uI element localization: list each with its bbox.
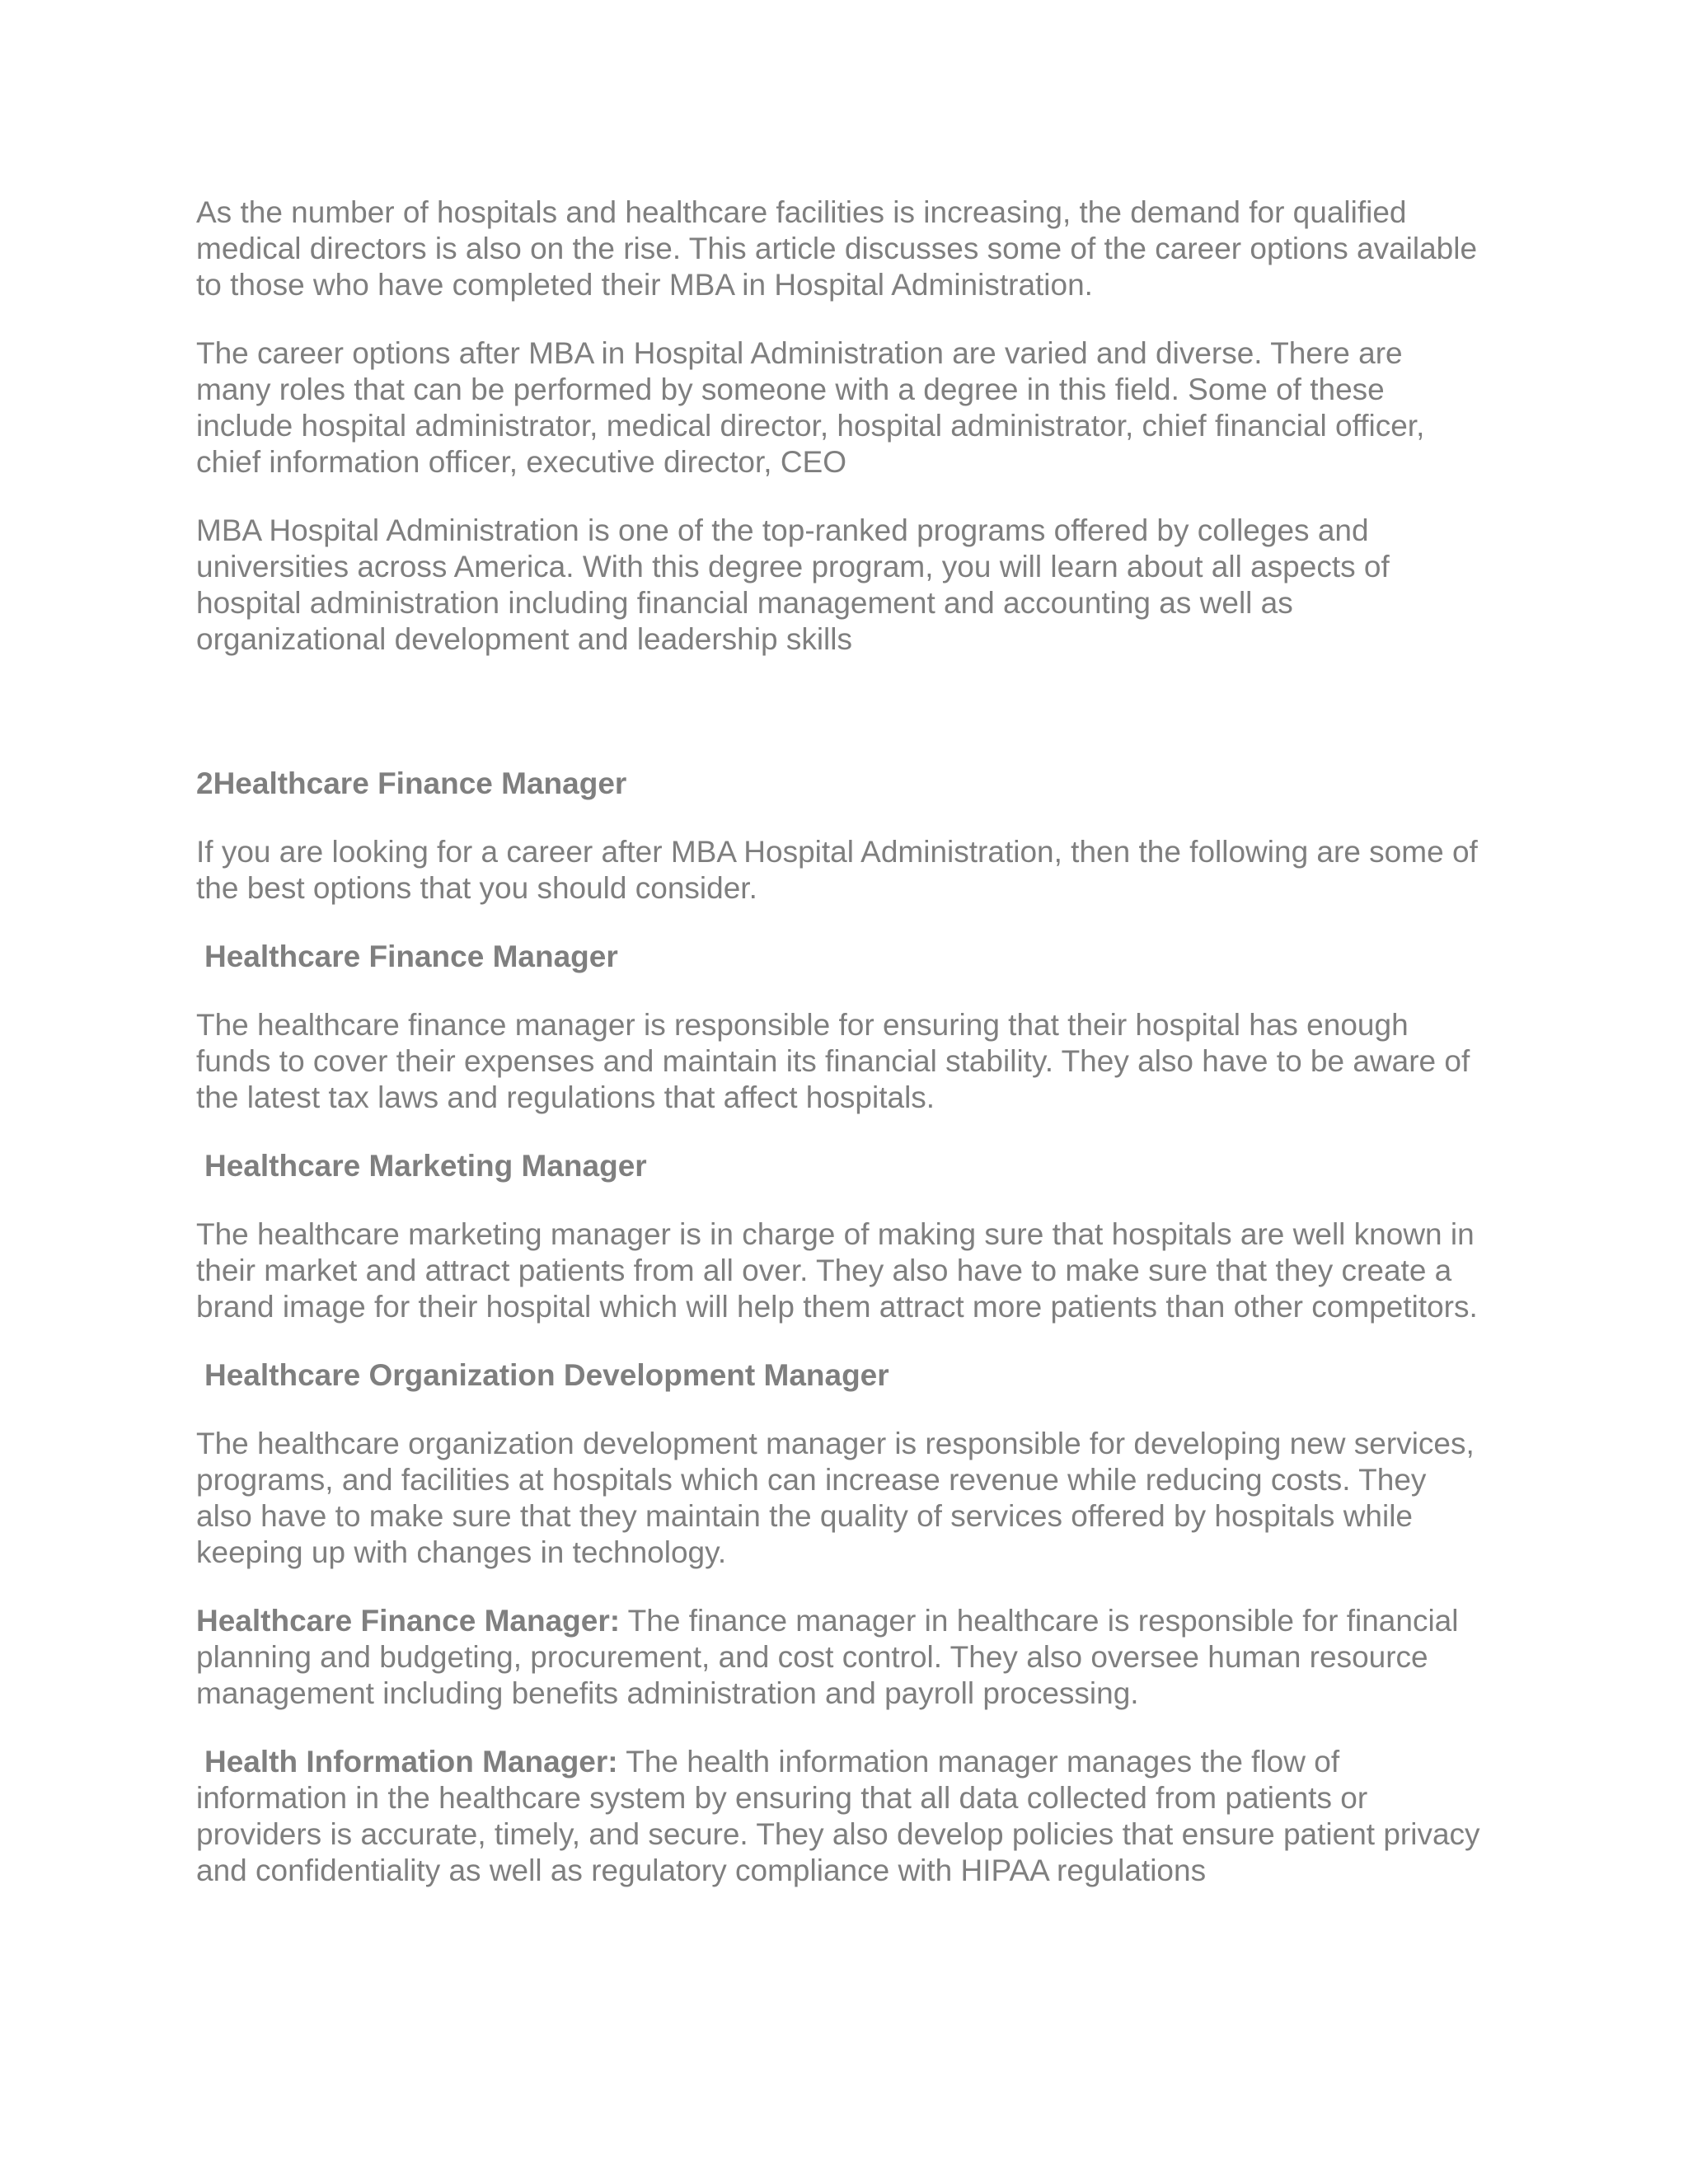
section-intro-paragraph: If you are looking for a career after MBA Hospital Administration, then the following are some of the best options that you should consider. [196,835,1478,905]
intro-paragraph-2: The career options after MBA in Hospital Administration are varied and diverse. There are many roles that can be performed by someone with a degree in this field. Some of these include hospital administrator, medical director, hospital administrator, chief financial officer, chief information officer, executive director, CEO [196,336,1425,479]
intro-paragraph-1: As the number of hospitals and healthcare facilities is increasing, the demand for qualified medical directors is also on the rise. This article discusses some of the career options available to those who have completed their MBA in Hospital Administration. [196,195,1478,302]
role-heading-finance: Healthcare Finance Manager [204,940,618,973]
inline-entry-health-information [196,1744,1482,1889]
document-body [196,194,1482,1921]
inline-entry-health-information-lead: Health Information Manager: [204,1745,618,1779]
section-spacer [196,690,1482,766]
intro-paragraph-3: MBA Hospital Administration is one of the top-ranked programs offered by colleges and universities across America. With this degree program, you will learn about all aspects of hospital administration including financial management and accounting as well as organizational development and leadership skills [196,513,1390,656]
role-body-finance: The healthcare finance manager is responsible for ensuring that their hospital has enough funds to cover their expenses and maintain its financial stability. They also have to be aware of the latest tax laws and regulations that affect hospitals. [196,1008,1470,1114]
role-body-org-development: The healthcare organization development manager is responsible for developing new services, programs, and facilities at hospitals which can increase revenue while reducing costs. They also have to make sure that they maintain the quality of services offered by hospitals while keeping up with changes in technology. [196,1427,1475,1569]
role-body-marketing: The healthcare marketing manager is in charge of making sure that hospitals are well known in their market and attract patients from all over. They also have to make sure that they create a brand image for their hospital which will help them attract more patients than other competitors. [196,1217,1478,1324]
role-heading-marketing: Healthcare Marketing Manager [204,1149,647,1183]
inline-entry-finance-lead: Healthcare Finance Manager: [196,1604,621,1638]
section-heading: 2Healthcare Finance Manager [196,766,627,800]
role-heading-org-development: Healthcare Organization Development Manager [204,1358,889,1392]
inline-entry-health-information-body: The health information manager manages the flow of information in the healthcare system by ensuring that all data collected from patients or providers is accurate, timely, and secure. They also develop policies that ensure patient privacy and confidentiality as well as regulatory compliance with HIPAA regulations [196,1745,1480,1887]
inline-entry-finance-body: The finance manager in healthcare is responsible for financial planning and budgeting, procurement, and cost control. They also oversee human resource management including benefits administration and payroll processing. [196,1604,1459,1710]
inline-entry-finance [196,1603,1482,1712]
